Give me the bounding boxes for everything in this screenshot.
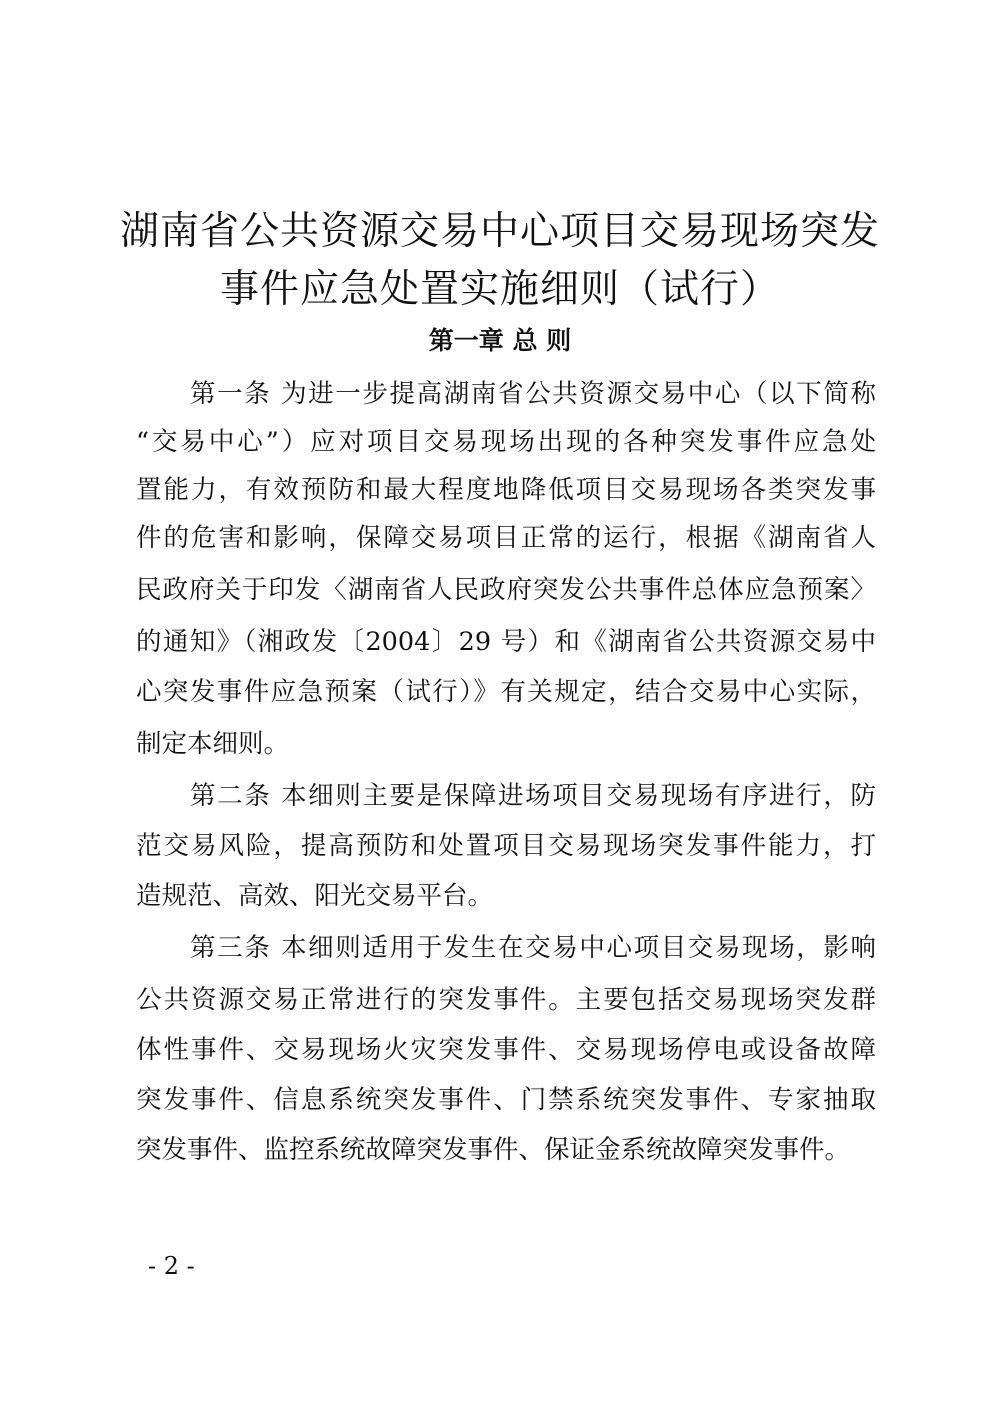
article-2-line-2: 范交易风险，提高预防和处置项目交易现场突发事件能力，打 xyxy=(136,831,876,861)
chapter-heading: 第一章 总 则 xyxy=(428,326,572,355)
article-1-line-2: “交易中心”）应对项目交易现场出现的各种突发事件应急处 xyxy=(136,427,876,457)
document-title-line-2: 事件应急处置实施细则（试行） xyxy=(219,267,780,312)
article-1-line-7: 心突发事件应急预案（试行）》有关规定，结合交易中心实际， xyxy=(136,677,876,707)
article-1-line-4: 件的危害和影响，保障交易项目正常的运行，根据《湖南省人 xyxy=(136,523,876,553)
page-number: - 2 - xyxy=(148,1252,195,1280)
article-1-line-3: 置能力，有效预防和最大程度地降低项目交易现场各类突发事 xyxy=(136,475,876,505)
article-1-line-6: 的通知》（湘政发〔2004〕29 号）和《湖南省公共资源交易中 xyxy=(136,627,876,657)
article-3-line-2: 公共资源交易正常进行的突发事件。主要包括交易现场突发群 xyxy=(136,985,876,1015)
article-1-line-5: 民政府关于印发〈湖南省人民政府突发公共事件总体应急预案〉 xyxy=(136,575,876,605)
document-title-line-1: 湖南省公共资源交易中心项目交易现场突发 xyxy=(119,209,880,254)
article-3-line-1: 第三条 本细则适用于发生在交易中心项目交易现场，影响 xyxy=(190,933,876,963)
article-3-line-4: 突发事件、信息系统突发事件、门禁系统突发事件、专家抽取 xyxy=(136,1085,876,1115)
article-1-line-1: 第一条 为进一步提高湖南省公共资源交易中心（以下简称 xyxy=(190,379,876,409)
article-1-line-8: 制定本细则。 xyxy=(136,729,290,759)
article-3-line-5: 突发事件、监控系统故障突发事件、保证金系统故障突发事件。 xyxy=(136,1135,851,1165)
article-3-line-3: 体性事件、交易现场火灾突发事件、交易现场停电或设备故障 xyxy=(136,1035,876,1065)
article-2-line-1: 第二条 本细则主要是保障进场项目交易现场有序进行，防 xyxy=(190,781,876,811)
article-2-line-3: 造规范、高效、阳光交易平台。 xyxy=(136,881,494,911)
